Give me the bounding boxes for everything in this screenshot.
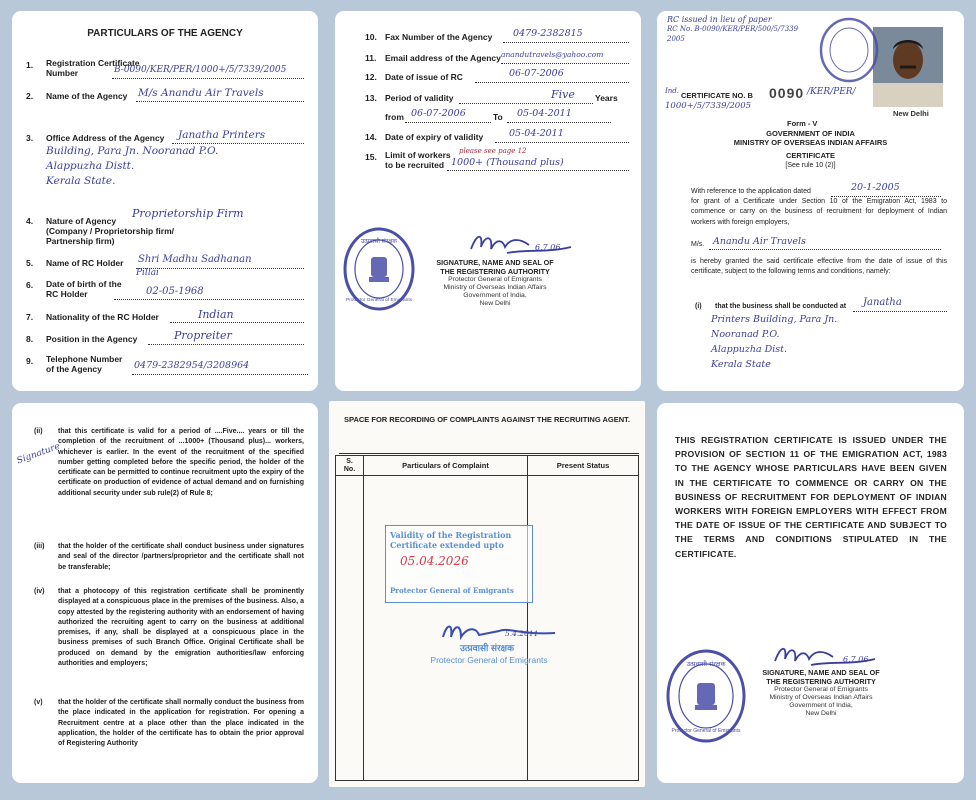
agency-name: M/s Anandu Air Travels <box>138 87 264 99</box>
issue-date: 06-07-2006 <box>509 68 564 79</box>
certificate-number-suffix: 1000+/5/7339/2005 <box>665 101 752 111</box>
fax-number: 0479-2382815 <box>513 28 583 39</box>
holder-photo <box>873 27 943 107</box>
registration-number: B-0090/KER/PER/1000+/5/7339/2005 <box>114 65 287 75</box>
authority-line: THE REGISTERING AUTHORITY <box>440 266 550 276</box>
field-label: Position in the Agency <box>46 334 138 344</box>
address-line: Kerala State. <box>46 175 116 187</box>
authority-line: Protector General of Emigrants <box>448 276 542 283</box>
authority-line: SIGNATURE, NAME AND SEAL OF <box>436 258 554 267</box>
application-text: With reference to the application dated <box>691 188 811 195</box>
signature-date: 6.7.06 <box>535 243 561 252</box>
certificate-number-label: CERTIFICATE NO. B <box>681 91 753 100</box>
field-label: Date of issue of RC <box>385 72 463 82</box>
seal-hindi: उत्प्रवासी संरक्षक <box>360 239 398 245</box>
margin-note: Signature <box>15 441 62 467</box>
stamp-line: Certificate extended upto <box>390 540 504 550</box>
to-label: To <box>493 112 503 122</box>
particulars-page <box>12 11 318 391</box>
field-label: Name of RC Holder <box>46 258 124 268</box>
certificate-number-suffix: /KER/PER/ <box>807 87 856 97</box>
field-sublabel: (Company / Proprietorship firm/ Partnership firm) <box>46 226 174 246</box>
extended-date: 05.04.2026 <box>400 554 469 568</box>
row-number: 14. <box>365 132 377 142</box>
signature-title: Protector General of Emigrants <box>430 655 548 665</box>
condition-text: that the holder of the certificate shall conduct business under signatures and seal of the director /partners/proprietor and the certificate shall not be transferable; <box>58 543 304 571</box>
from-label: from <box>385 112 404 122</box>
field-label: Office Address of the Agency <box>46 133 165 143</box>
address-line: Building, Para Jn. Nooranad P.O. <box>46 145 219 157</box>
address-line: Janatha Printers <box>178 129 266 141</box>
effective-text: is hereby granted the said certificate effective from the date of issue of this certificate, subject to the following terms and conditions, namely: <box>691 258 947 276</box>
business-address: Nooranad P.O. <box>711 329 780 340</box>
authority-subblock <box>395 276 595 308</box>
business-address: Kerala State <box>711 359 771 370</box>
field-label: Nature of Agency <box>46 216 117 226</box>
condition-number: (iv) <box>34 588 45 595</box>
column-header-sno: S. No. <box>336 456 364 476</box>
field-label: Email address of the Agency <box>385 53 501 63</box>
condition-number: (v) <box>34 699 43 706</box>
row-number: 9. <box>26 356 34 366</box>
field-label: Fax Number of the Agency <box>385 32 493 42</box>
authority-block <box>395 259 595 276</box>
authority-line: New Delhi <box>805 710 837 717</box>
complaints-header: SPACE FOR RECORDING OF COMPLAINTS AGAINST THE RECRUITING AGENT. <box>344 415 630 424</box>
field-label: Period of validity <box>385 93 454 103</box>
person-icon <box>873 27 943 107</box>
expiry-date: 05-04-2011 <box>509 128 564 139</box>
row-number: 6. <box>26 280 34 290</box>
row-number: 5. <box>26 258 34 268</box>
agency-telephone: 0479-2382954/3208964 <box>134 360 250 371</box>
seal-hindi: उत्प्रवासी संरक्षक <box>459 643 515 653</box>
field-label: Date of expiry of validity <box>385 132 484 142</box>
row-number: 12. <box>365 72 377 82</box>
authority-line: THE REGISTERING AUTHORITY <box>766 676 876 686</box>
condition-number: (iii) <box>34 543 45 550</box>
issuance-page <box>657 403 964 783</box>
authority-line: New Delhi <box>479 300 511 307</box>
field-label: Nationality of the RC Holder <box>46 312 159 322</box>
authority-subblock <box>721 686 921 718</box>
agency-name: Anandu Air Travels <box>713 236 806 247</box>
conditions-page <box>12 403 318 783</box>
row-number: 11. <box>365 53 377 63</box>
column-header-status: Present Status <box>528 456 639 476</box>
row-number: 8. <box>26 334 34 344</box>
issuance-statement: THIS REGISTRATION CERTIFICATE IS ISSUED UNDER THE PROVISION OF SECTION 11 OF THE EMIGRATION ACT, 1983 TO THE AGENCY WHOSE PARTICULARS HAVE BEEN GIVEN IN THE CERTIFICATE TO COMMENCE OR CARRY ON THE BUSINESS OF RECRUITMENT FOR DEPLOYMENT OF INDIAN WORKERS WITH FOREIGN EMPLOYERS WITH EFFECT FROM THE DATE OF ISSUE OF THE CERTIFICATE AND SUBJECT TO THE TERMS AND CONDITIONS STIPULATED IN THE CERTIFICATE. <box>675 435 947 559</box>
grant-text: for grant of a Certificate under Section 10 of the Emigration Act, 1983 to commence or carry on the business of recruitment for deployment of Indian workers with foreign employers, <box>691 198 947 226</box>
authority-line: Government of India, <box>789 702 853 709</box>
seal-stamp <box>817 15 881 85</box>
field-label: Limit of workers to be recruited <box>385 150 451 170</box>
condition-text: that the holder of the certificate shall normally conduct the business from the place indicated in the application for registration. For opening a Recruitment centre at a place other than the place indicated in the application, the holder of the certificate has to obtain the prior approval of Registering Authority <box>58 699 304 748</box>
rule-reference: [See rule 10 (2)] <box>785 162 836 169</box>
worker-limit: 1000+ (Thousand plus) <box>451 157 564 168</box>
holder-position: Propreiter <box>174 329 232 342</box>
authority-line: Protector General of Emigrants <box>774 686 868 693</box>
authority-line: SIGNATURE, NAME AND SEAL OF <box>762 668 880 677</box>
valid-from: 06-07-2006 <box>411 108 466 119</box>
photo-caption: New Delhi <box>893 109 929 118</box>
authority-line: Government of India, <box>463 292 527 299</box>
ministry-title: MINISTRY OF OVERSEAS INDIAN AFFAIRS <box>733 138 888 147</box>
seal-text: Protector General of Emigrants <box>671 728 741 734</box>
page-title: PARTICULARS OF THE AGENCY <box>87 28 243 39</box>
stamp-line: Protector General of Emigrants <box>390 586 514 595</box>
field-label: Date of birth of the RC Holder <box>46 279 122 299</box>
validity-period: Five <box>551 88 575 101</box>
holder-name: Shri Madhu Sadhanan <box>138 254 252 265</box>
signature-date: 6.7.06 <box>843 655 869 664</box>
complaints-page <box>329 401 645 787</box>
top-note: RC issued in lieu of paper <box>667 15 772 24</box>
authority-block <box>721 669 921 686</box>
certificate-title: CERTIFICATE <box>785 151 836 160</box>
cert-label-mark: Ind. <box>665 87 679 95</box>
row-number: 10. <box>365 32 377 42</box>
top-note: RC No. B-0090/KER/PER/500/5/7339 <box>667 25 799 33</box>
condition-number: (i) <box>695 303 702 310</box>
field-label: Registration Certificate Number <box>46 58 140 78</box>
limit-note: please see page 12 <box>459 147 527 155</box>
email-address: anandutravels@yahoo.com <box>501 50 604 59</box>
years-label: Years <box>595 93 618 103</box>
top-note: 2005 <box>667 35 685 43</box>
holder-nationality: Indian <box>198 308 234 321</box>
form-label: Form - V <box>787 119 818 128</box>
certificate-number: 0090 <box>769 85 805 101</box>
validity-stamp <box>385 525 533 603</box>
field-label: Name of the Agency <box>46 91 128 101</box>
authority-line: Ministry of Overseas Indian Affairs <box>443 284 547 291</box>
application-date: 20-1-2005 <box>851 182 900 193</box>
certificate-page <box>657 11 964 391</box>
condition-text: that a photocopy of this registration certificate shall be prominently displayed at a conspicuous place in the premises of the business. Also, a copy attested by the registering authority with an endorsement of having authorized the recruiting agent to carry on the business at additional premises, if any, shall be displayed at a conspicuous place in the business premises of such Branch Office. Original Certificate shall be produced on demand by the emigration authorities/law enforcing authorities and employers; <box>58 588 304 668</box>
ms-label: M/s. <box>691 241 705 248</box>
authority-line: Ministry of Overseas Indian Affairs <box>769 694 873 701</box>
signature-date: 5.4.2011 <box>505 629 539 638</box>
business-address: Janatha <box>863 297 902 308</box>
valid-to: 05-04-2011 <box>517 108 572 119</box>
row-number: 15. <box>365 152 377 162</box>
row-number: 2. <box>26 91 34 101</box>
holder-dob: 02-05-1968 <box>146 286 204 297</box>
field-label: Telephone Number of the Agency <box>46 354 123 374</box>
signature-mark <box>467 227 577 261</box>
stamp-line: Validity of the Registration <box>390 530 512 540</box>
row-number: 4. <box>26 216 34 226</box>
condition-number: (ii) <box>34 428 43 435</box>
seal-hindi: उत्प्रवासी संरक्षक <box>686 661 726 668</box>
row-number: 7. <box>26 312 34 322</box>
row-number: 1. <box>26 60 34 70</box>
business-address: Printers Building, Para Jn. <box>711 314 838 325</box>
condition-text: that this certificate is valid for a period of ....Five.... years or till the completion of the recruitment of ...1000+ (Thousand plus)... workers, whichever is earlier. In the event of the recruitment of the specified number getting completed before the specific period, the holder of the certificate can be permitted to continue recruitment upto the expiry of the certificate on production of evidence of actual demand and on furnishing additional security under sub rule(2) of Rule 8; <box>58 428 304 497</box>
row-number: 3. <box>26 133 34 143</box>
address-line: Alappuzha Distt. <box>46 160 135 172</box>
business-address: Alappuzha Dist. <box>711 344 788 355</box>
row-number: 13. <box>365 93 377 103</box>
holder-name-2: Pillai <box>136 268 159 278</box>
agency-details-page <box>335 11 641 391</box>
column-header-particulars: Particulars of Complaint <box>364 456 528 476</box>
seal-text: Protector General of Emigrants <box>345 298 413 303</box>
government-title: GOVERNMENT OF INDIA <box>766 129 855 138</box>
agency-nature: Proprietorship Firm <box>132 207 244 220</box>
condition-text: that the business shall be conducted at <box>715 303 847 310</box>
